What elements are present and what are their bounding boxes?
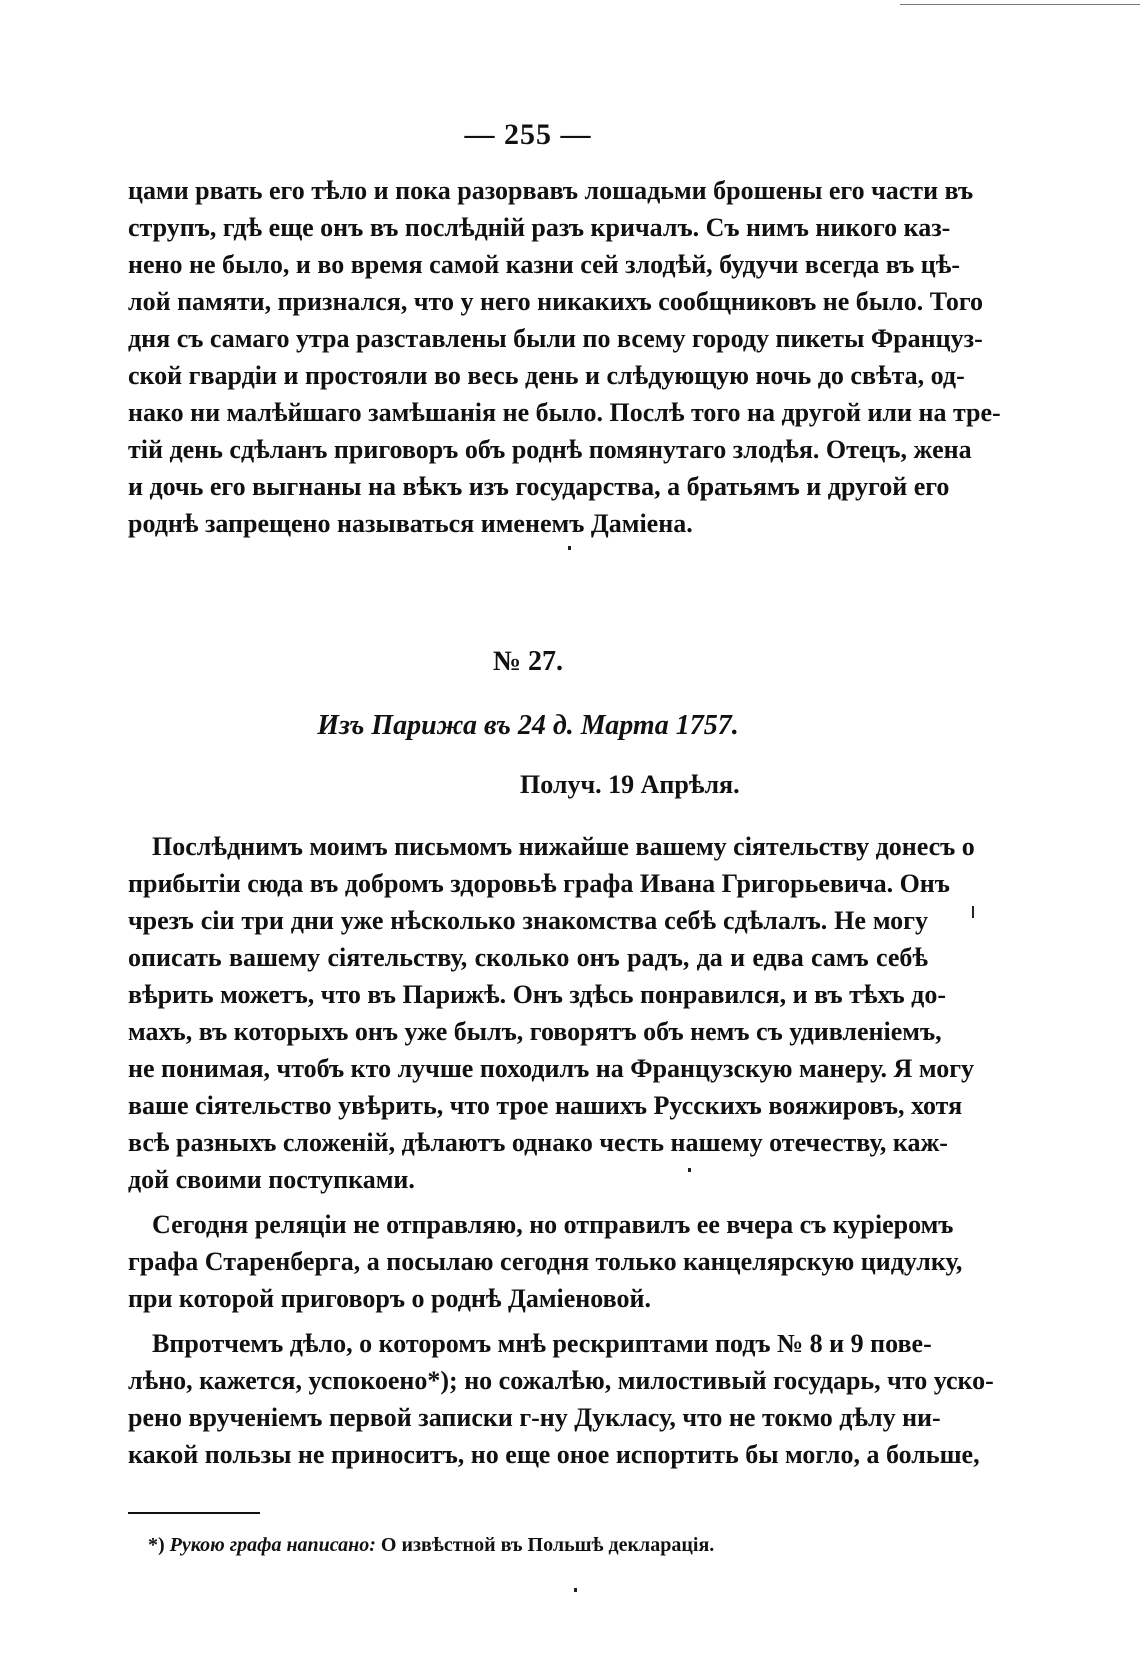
text-line: Сегодня реляціи не отправляю, но отправилъ ее вчера съ куріеромъ xyxy=(152,1210,954,1239)
text-line: цами рвать его тѣло и пока разорвавъ лошадьми брошены его части въ xyxy=(128,176,974,205)
text-line: описать вашему сіятельству, сколько онъ радъ, да и едва самъ себѣ xyxy=(128,943,928,972)
footnote-rule xyxy=(128,1512,260,1514)
text-line: всѣ разныхъ сложеній, дѣлаютъ однако честь нашему отечеству, каж- xyxy=(128,1128,948,1157)
text-line: лой памяти, признался, что у него никакихъ сообщниковъ не было. Того xyxy=(128,287,984,316)
text-line: дой своими поступками. xyxy=(128,1165,415,1194)
page xyxy=(128,118,1001,1556)
text-line: вѣрить можетъ, что въ Парижѣ. Онъ здѣсь понравился, и въ тѣхъ до- xyxy=(128,980,946,1009)
text-line: тій день сдѣланъ приговоръ объ роднѣ помянутаго злодѣя. Отецъ, жена xyxy=(128,435,972,464)
received-date: Получ. 19 Апрѣля. xyxy=(520,770,740,799)
footnote-marker: *) xyxy=(148,1534,165,1556)
text-line: графа Старенберга, а посылаю сегодня только канцелярскую цидулку, xyxy=(128,1247,963,1276)
continuation-text xyxy=(128,172,1001,542)
text-line: чрезъ сіи три дни уже нѣсколько знакомства себѣ сдѣлалъ. Не могу xyxy=(128,906,928,935)
margin-mark xyxy=(972,906,974,918)
paragraph xyxy=(128,1206,963,1317)
text-line: не понимая, чтобъ кто лучше походилъ на Французскую манеру. Я могу xyxy=(128,1054,975,1083)
text-line: махъ, въ которыхъ онъ уже былъ, говорятъ объ немъ съ удивленіемъ, xyxy=(128,1017,942,1046)
letter-dateline: Изъ Парижа въ 24 д. Марта 1757. xyxy=(317,710,739,741)
text-line: какой пользы не приноситъ, но еще оное испортить бы могло, а больше, xyxy=(128,1440,980,1469)
letter-body xyxy=(128,828,994,1473)
text-line: ской гвардіи и простояли во весь день и слѣдующую ночь до свѣта, од- xyxy=(128,361,965,390)
ink-speck xyxy=(574,1588,577,1592)
text-line: рено врученіемъ первой записки г-ну Дукласу, что не токмо дѣлу ни- xyxy=(128,1403,941,1432)
paragraph xyxy=(128,828,975,1198)
text-line: роднѣ запрещено называться именемъ Даміена. xyxy=(128,509,693,538)
text-line: ваше сіятельство увѣрить, что трое нашихъ Русскихъ вояжировъ, хотя xyxy=(128,1091,963,1120)
footnote-italic-lead: Рукою графа написано: xyxy=(169,1534,376,1556)
text-line: лѣно, кажется, успокоено*); но сожалѣю, милостивый государь, что уско- xyxy=(128,1366,994,1395)
text-line: струпъ, гдѣ еще онъ въ послѣдній разъ кричалъ. Съ нимъ никого каз- xyxy=(128,213,951,242)
text-line: прибытіи сюда въ добромъ здоровьѣ графа Ивана Григорьевича. Онъ xyxy=(128,869,950,898)
top-edge-rule xyxy=(900,4,1140,5)
ink-speck xyxy=(568,546,571,550)
section-number: № 27. xyxy=(492,646,564,677)
text-line: нено не было, и во время самой казни сей злодѣй, будучи всегда въ цѣ- xyxy=(128,250,961,279)
text-line: Послѣднимъ моимъ письмомъ нижайше вашему сіятельству донесъ о xyxy=(152,832,975,861)
text-line: и дочь его выгнаны на вѣкъ изъ государства, а братьямъ и другой его xyxy=(128,472,950,501)
paragraph xyxy=(128,1325,994,1473)
footnote xyxy=(148,1534,714,1557)
ink-speck xyxy=(688,1168,691,1172)
text-line: Впротчемъ дѣло, о которомъ мнѣ рескриптами подъ № 8 и 9 пове- xyxy=(152,1329,932,1358)
text-line: нако ни малѣйшаго замѣшанія не было. Послѣ того на другой или на тре- xyxy=(128,398,1001,427)
footnote-text: О извѣстной въ Польшѣ декларація. xyxy=(380,1534,715,1556)
page-number: — 255 — xyxy=(464,118,592,151)
text-line: дня съ самаго утра разставлены были по всему городу пикеты Француз- xyxy=(128,324,983,353)
text-line: при которой приговоръ о роднѣ Даміеновой. xyxy=(128,1284,651,1313)
